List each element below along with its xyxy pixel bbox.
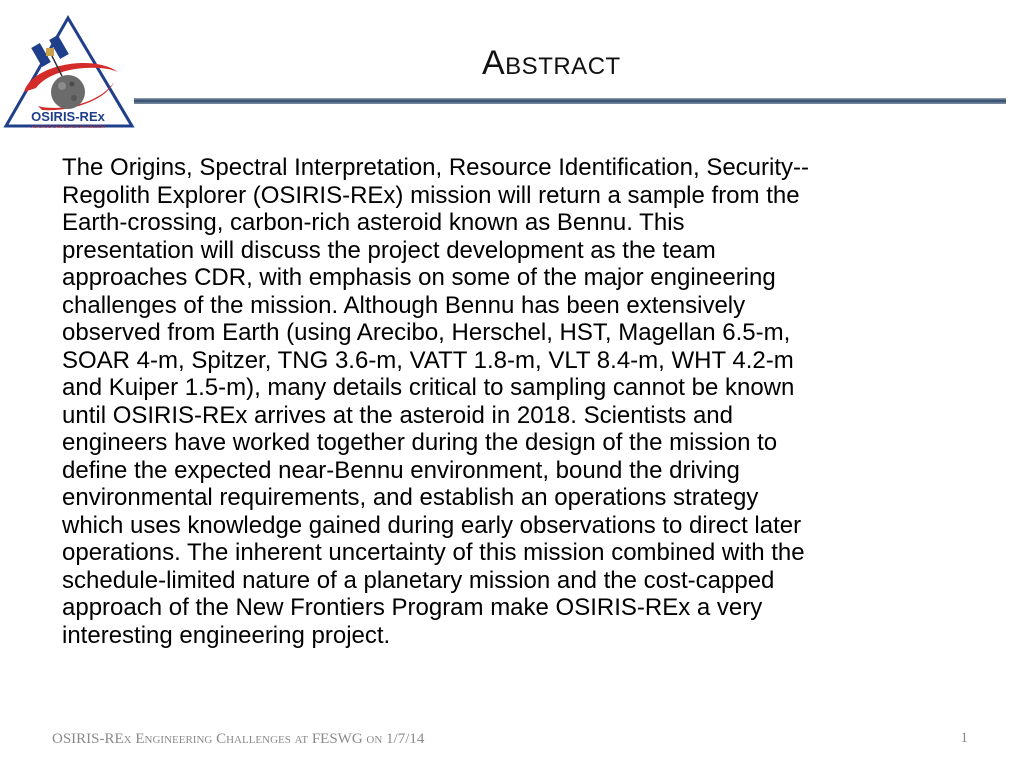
osiris-rex-logo (2, 14, 136, 132)
logo-tagline: ASTEROID SAMPLE RETURN MISSION (31, 124, 105, 129)
osiris-rex-logo-icon (2, 14, 136, 132)
logo-name: OSIRIS-REx (31, 109, 105, 124)
page-number: 1 (960, 730, 968, 746)
slide-title: Abstract (482, 44, 621, 82)
footer-text: OSIRIS-REx Engineering Challenges at FESWG on 1/7/14 (52, 731, 425, 747)
abstract-body: The Origins, Spectral Interpretation, Resource Identification, Security-- Regolith Explorer (OSIRIS-REx) mission will return a sample from the Earth-crossing, carbon-rich asteroid known as Bennu. This presentation will discuss the project development as the team approaches CDR, with emphasis on some of the major engineering challenges of the mission. Although Bennu has been extensively observed from Earth (using Arecibo, Herschel, HST, Magellan 6.5-m, SOAR 4-m, Spitzer, TNG 3.6-m, VATT 1.8-m, VLT 8.4-m, WHT 4.2-m and Kuiper 1.5-m), many details critical to sampling cannot be known until OSIRIS-REx arrives at the asteroid in 2018. Scientists and engineers have worked together during the design of the mission to define the expected near-Bennu environment, bound the driving environmental requirements, and establish an operations strategy which uses knowledge gained during early observations to direct later operations. The inherent uncertainty of this mission combined with the schedule-limited nature of a planetary mission and the cost-capped approach of the New Frontiers Program make OSIRIS-REx a very interesting engineering project. (62, 154, 809, 649)
title-divider (134, 97, 1006, 105)
